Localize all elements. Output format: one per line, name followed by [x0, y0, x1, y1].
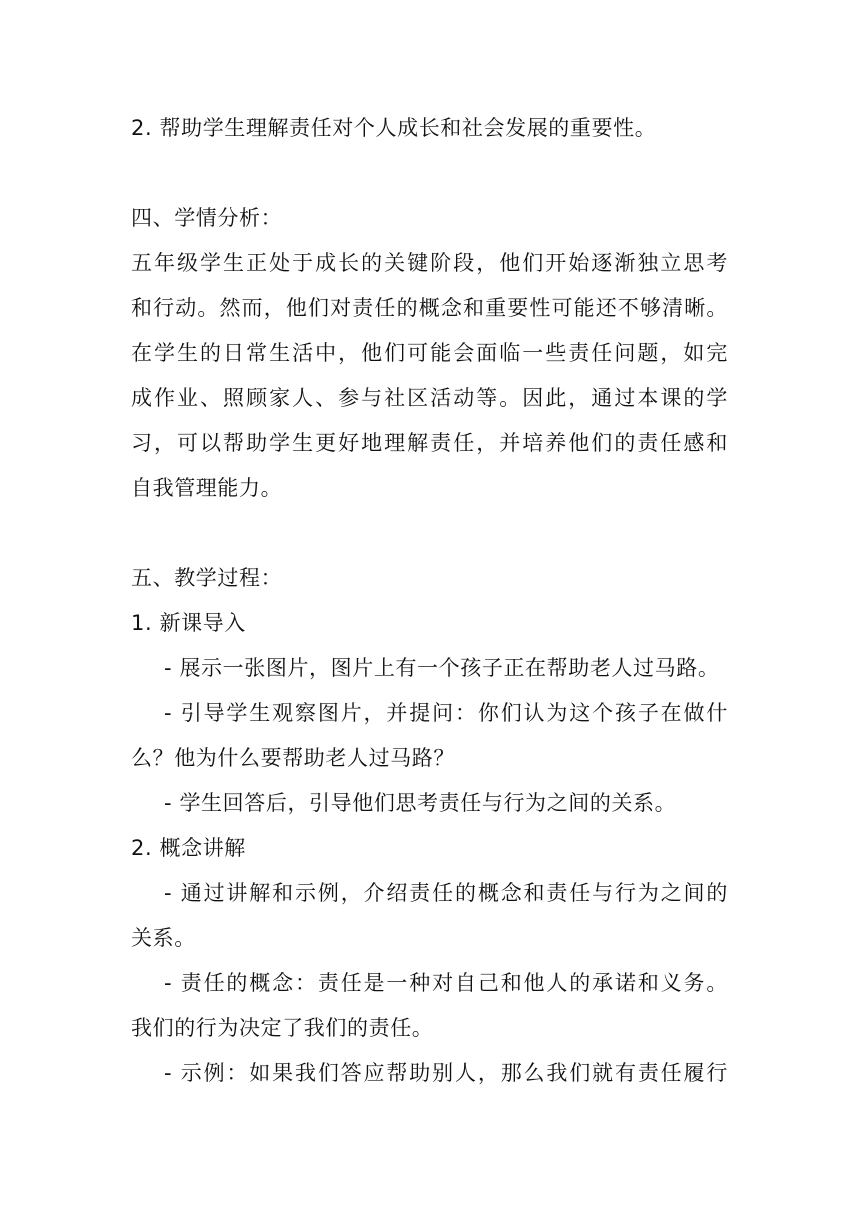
bullet-line: - 展示一张图片，图片上有一个孩子正在帮助老人过马路。 [164, 656, 720, 680]
bullet-line: - 责任的概念：责任是一种对自己和他人的承诺和义务。 [164, 971, 728, 995]
bullet-line: - 引导学生观察图片，并提问：你们认为这个孩子在做什 [164, 701, 728, 725]
paragraph-line: 自我管理能力。 [131, 476, 283, 500]
paragraph-line: 成作业、照顾家人、参与社区活动等。因此，通过本课的学 [131, 386, 728, 410]
paragraph-line: 在学生的日常生活中，他们可能会面临一些责任问题，如完 [131, 341, 728, 365]
bullet-line: - 学生回答后，引导他们思考责任与行为之间的关系。 [164, 791, 677, 815]
section-heading-learner-analysis: 四、学情分析： [131, 206, 283, 230]
step-heading-concept: 2. 概念讲解 [131, 836, 246, 860]
step-heading-introduction: 1. 新课导入 [131, 611, 246, 635]
bullet-line: - 示例：如果我们答应帮助别人，那么我们就有责任履行 [164, 1061, 728, 1085]
paragraph-line: 习，可以帮助学生更好地理解责任，并培养他们的责任感和 [131, 431, 728, 455]
bullet-line: - 通过讲解和示例，介绍责任的概念和责任与行为之间的 [164, 881, 728, 905]
objective-item-2: 2. 帮助学生理解责任对个人成长和社会发展的重要性。 [131, 116, 657, 140]
paragraph-line: 和行动。然而，他们对责任的概念和重要性可能还不够清晰。 [131, 296, 728, 320]
bullet-continuation: 我们的行为决定了我们的责任。 [131, 1016, 434, 1040]
bullet-continuation: 么？他为什么要帮助老人过马路？ [131, 746, 455, 770]
paragraph-line: 五年级学生正处于成长的关键阶段，他们开始逐渐独立思考 [131, 251, 728, 275]
section-heading-teaching-process: 五、教学过程： [131, 566, 283, 590]
bullet-continuation: 关系。 [131, 926, 196, 950]
